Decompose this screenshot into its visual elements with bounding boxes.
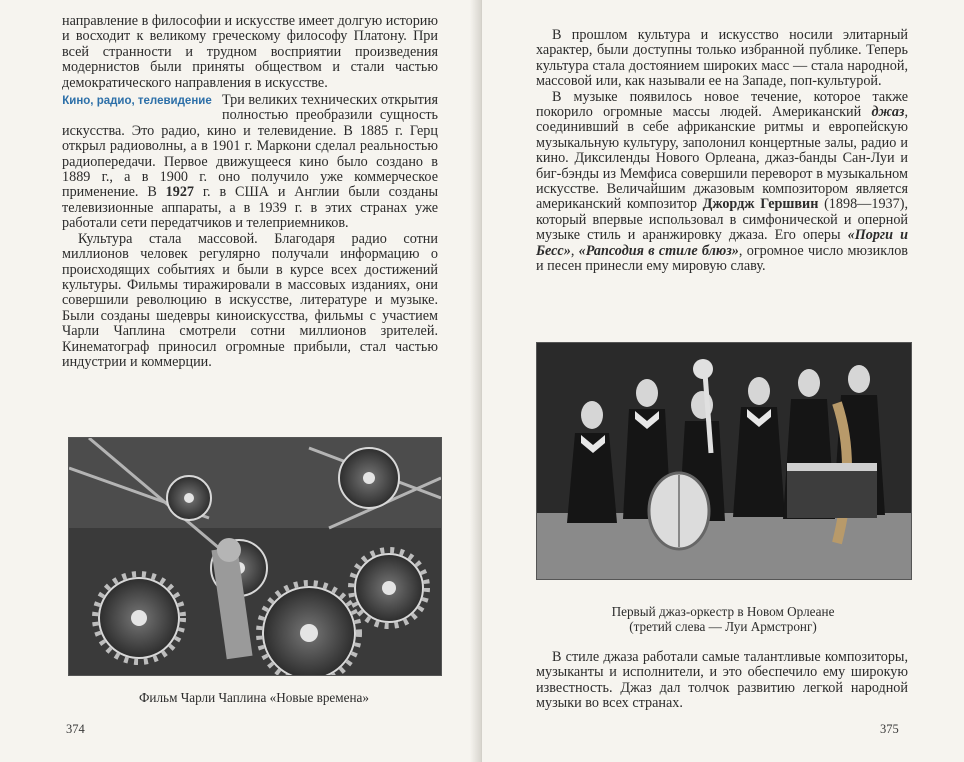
right-paragraph-2-text-c: (1898—1937), который впервые использовал в симфонической и оперной музыке стиль и аранжировку джаза. Его оперы [536, 196, 909, 244]
right-paragraph-3: В стиле джаза работали самые талантливые композиторы, музыканты и исполнители, и это обеспечило ему широкую известность. Джаз дал толчок развитию легкой народной музыки во всех странах. [536, 649, 908, 712]
rhapsody-in-blue: «Рапсодия в стиле блюз» [578, 242, 739, 259]
term-jazz: джаз [871, 104, 905, 121]
chaplin-gears-image [69, 438, 441, 675]
jazz-orchestra-photo [536, 342, 912, 580]
right-paragraph-1: В прошлом культура и искусство носили элитарный характер, были доступны только избранной публике. Теперь культура стала достоянием широких масс — стала народной, массовой или, как называли ее на Западе, поп-культурой. [536, 27, 908, 90]
right-paragraph-2-text-b: , соединивший в себе африканские ритмы и европейскую музыкальную культуру, заполонил концертные залы, радио и кино. Диксиленды Нового Орлеана, джаз-банды Сан-Луи и биг-бэнды из Мемфиса совершили переворот в музыкальном искусстве. Величайшим джазовым композитором является американский композитор [536, 104, 908, 213]
right-text-upper [536, 28, 908, 275]
opera-porgy-and-bess: «Порги и Бесс» [536, 227, 908, 259]
right-paragraph-2 [536, 90, 908, 275]
name-gershwin: Джордж Гершвин [702, 196, 819, 213]
left-text-upper [62, 14, 438, 370]
jazz-caption-line-1: Первый джаз-оркестр в Новом Орлеане [611, 604, 835, 619]
jazz-caption [536, 604, 910, 634]
right-paragraph-2-sep: , [570, 242, 579, 259]
chaplin-caption: Фильм Чарли Чаплина «Новые времена» [139, 690, 369, 705]
right-paragraph-2-text-d: , огромное число мюзиклов и песен принесли ему мировую славу. [536, 242, 908, 275]
left-paragraph-2-text-a: Три великих технических открытия полностью преобразили сущность искусства. Это радио, кино и телевидение. В 1885 г. Герц открыл радиоволны, а в 1901 г. Маркони сделал реальностью радиопередачи. Первое движущееся кино было создано в 1889 г., а в 1900 г. оно получило уже коммерческое применение. В [62, 92, 438, 201]
right-text-lower [536, 650, 908, 712]
chaplin-photo [68, 437, 442, 676]
jazz-caption-line-2: (третий слева — Луи Армстронг) [629, 619, 817, 634]
page-number-right: 375 [880, 722, 899, 736]
left-paragraph-1: направление в философии и искусстве имеет долгую историю и восходит к великому греческому философу Платону. При всей странности и трудном восприятии произведения модернистов были приняты обществом и стали частью демократического направления в искусстве. [62, 13, 439, 91]
sidenote-cinema-radio-tv: Кино, радио, телевидение [62, 95, 212, 108]
page-number-left: 374 [66, 722, 85, 736]
right-paragraph-2-text-a: В музыке появилось новое течение, которое также покорило огромные массы людей. Американский [536, 88, 908, 121]
year-1927: 1927 [165, 184, 194, 201]
jazz-band-image [537, 343, 911, 579]
right-page [482, 0, 964, 762]
left-paragraph-2 [62, 93, 438, 232]
left-paragraph-3: Культура стала массовой. Благодаря радио сотни миллионов человек регулярно получали информацию о происходящих событиях и были в курсе всех достижений культуры. Фильмы тиражировали в массовых изданиях, они совершили революцию в искусстве, литературе и музыке. Были созданы шедевры киноискусства, фильмы с участием Чарли Чаплина смотрели сотни миллионов зрителей. Кинематограф приносил огромные прибыли, стал частью индустрии и коммерции. [62, 230, 438, 370]
left-paragraph-2-text-b: г. в США и Англии были созданы телевизионные аппараты, а в 1939 г. в этих странах уже работали сети передатчиков и телеприемников. [62, 184, 438, 232]
